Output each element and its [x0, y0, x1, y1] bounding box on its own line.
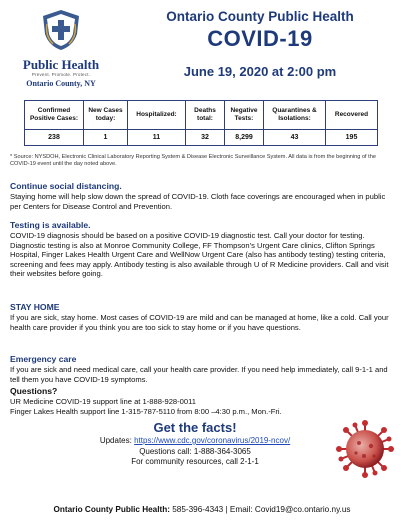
shield-cross-icon: [39, 8, 83, 52]
page-subtitle: COVID-19: [207, 26, 313, 51]
source-note: * Source: NYSDOH, Electronic Clinical Laboratory Reporting System & Disease Electronic Surveillance System. All data is from the beginning of the COVID-19 event until the day noted above.: [10, 154, 376, 167]
stats-value-cell: 195: [326, 130, 378, 146]
stats-value-cell: 32: [186, 130, 225, 146]
testing-section: [10, 220, 395, 279]
stats-header-row: [25, 101, 378, 130]
section-title: STAY HOME: [10, 302, 60, 312]
facts-title: Get the facts!: [153, 420, 237, 435]
footer-phone-email: 585-396-4343 | Email: Covid19@co.ontario.ny.us: [169, 505, 351, 514]
stats-table: [24, 100, 378, 146]
logo-tagline: Prevent. Promote. Protect.: [31, 72, 91, 77]
public-health-logo: [6, 6, 116, 92]
stats-value-cell: 11: [128, 130, 186, 146]
stats-header-cell: Quarantines & Isolations:: [264, 101, 326, 130]
questions-section: [10, 386, 395, 416]
cdc-link[interactable]: https://www.cdc.gov/coronavirus/2019-ncov/: [134, 436, 291, 445]
footer-contact: [10, 505, 394, 515]
section-body: If you are sick, stay home. Most cases of COVID-19 are mild and can be managed at home, like a cold. Call your health care provider if you think you are too sick to stay home or if you have questions.: [10, 313, 389, 332]
stats-value-cell: 8,299: [225, 130, 264, 146]
questions-call: Questions call: 1-888-364-3065: [139, 446, 251, 456]
stats-value-cell: 238: [25, 130, 84, 146]
section-title: Continue social distancing.: [10, 181, 122, 191]
page-title: Ontario County Public Health: [166, 9, 354, 24]
logo-county: Ontario County, NY: [26, 79, 96, 88]
stay-home-section: [10, 302, 395, 332]
section-title: Testing is available.: [10, 220, 91, 230]
footer-org: Ontario County Public Health:: [53, 505, 170, 514]
stats-header-cell: Hospitalized:: [128, 101, 186, 130]
distancing-section: [10, 181, 395, 211]
community-resources: For community resources, call 2-1-1: [131, 457, 259, 466]
support-line-flh: Finger Lakes Health support line 1-315-787-5110 from 8:00 –4:30 p.m., Mon.-Fri.: [10, 406, 282, 416]
section-title: Questions?: [10, 386, 58, 396]
coronavirus-icon: [334, 418, 396, 480]
stats-value-cell: 43: [264, 130, 326, 146]
stats-header-cell: Negative Tests:: [225, 101, 264, 130]
stats-header-cell: Recovered: [326, 101, 378, 130]
section-body: COVID-19 diagnosis should be based on a positive COVID-19 diagnostic test. Call your doctor for testing. Diagnostic testing is also at Monroe Community College, FF Thompson’s Urgent Care clinics, Clifton Springs Hospital, Finger Lakes Health Urgent Care and WellNow Urgent Care (also has antibody testing) testing criteria, screening and fees may apply. Antibody testing is also available through U of R Medicine providers. Call and visit their websites before going.: [10, 231, 389, 279]
logo-name: Public Health: [22, 57, 100, 72]
stats-header-cell: New Cases today:: [84, 101, 128, 130]
report-date: June 19, 2020 at 2:00 pm: [183, 64, 337, 79]
stats-header-cell: Confirmed Positive Cases:: [25, 101, 84, 130]
stats-header-cell: Deaths total:: [186, 101, 225, 130]
section-body: If you are sick and need medical care, call your health care provider. If you need help immediately, call 9-1-1 and tell them you have COVID-19 symptoms.: [10, 365, 388, 384]
emergency-section: [10, 354, 395, 384]
updates-label: Updates:: [99, 436, 132, 445]
stats-value-cell: 1: [84, 130, 128, 146]
get-the-facts: [60, 420, 330, 468]
support-line-ur: UR Medicine COVID-19 support line at 1-888-928-0011: [10, 397, 197, 406]
stats-value-row: [25, 130, 378, 146]
section-body: Staying home will help slow down the spread of COVID-19. Cloth face coverings are encouraged when in public per Centers for Disease Control and Prevention.: [10, 192, 386, 211]
updates-row: [60, 436, 330, 447]
section-title: Emergency care: [10, 354, 77, 364]
